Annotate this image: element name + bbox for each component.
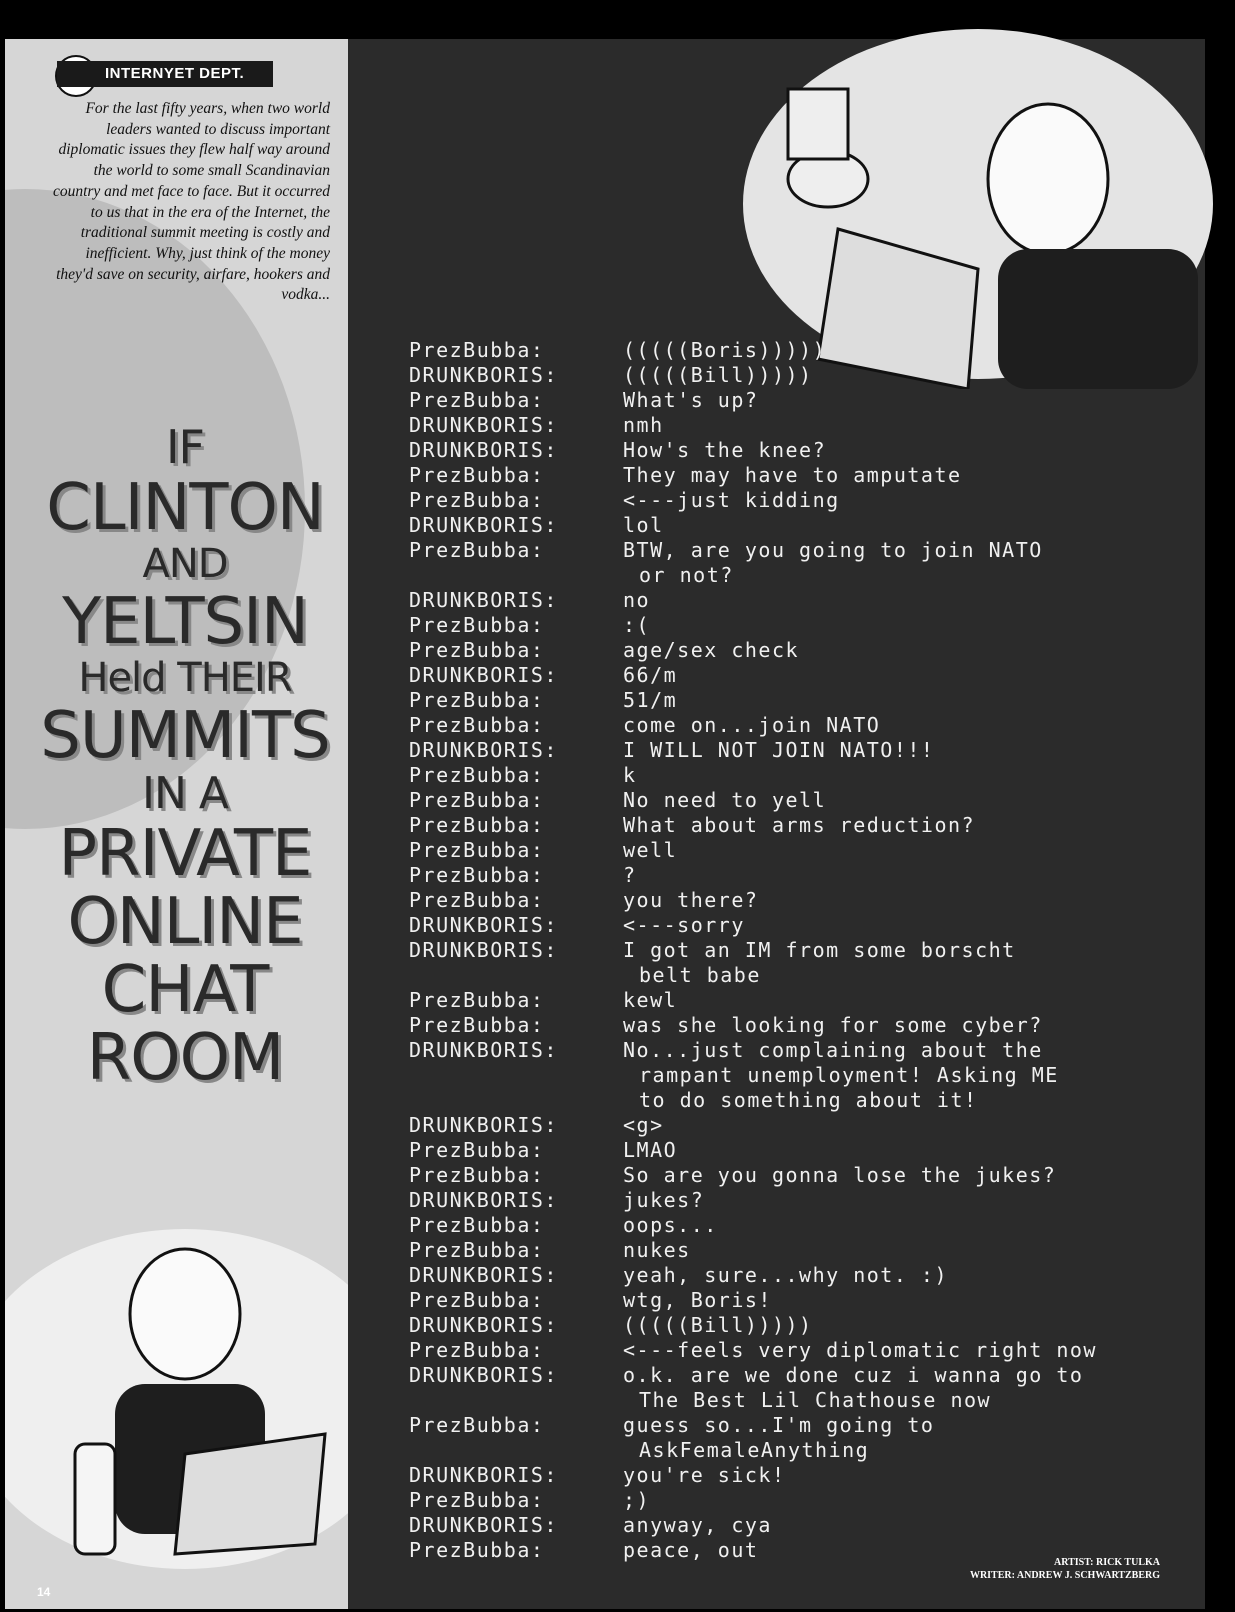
chat-username: PrezBubba: — [409, 388, 545, 412]
chat-username: DRUNKBORIS: — [409, 363, 558, 387]
chat-username: PrezBubba: — [409, 1138, 545, 1162]
chat-text: <g> — [623, 1113, 664, 1137]
chat-text: peace, out — [623, 1538, 759, 1562]
chat-message — [409, 638, 1097, 663]
chat-message — [409, 688, 1097, 713]
chat-username: DRUNKBORIS: — [409, 513, 558, 537]
chat-message — [409, 488, 1097, 513]
chat-username: DRUNKBORIS: — [409, 1313, 558, 1337]
chat-message — [409, 1513, 1097, 1538]
chat-username: PrezBubba: — [409, 613, 545, 637]
chat-text: (((((Bill))))) — [623, 363, 813, 387]
chat-username: PrezBubba: — [409, 1013, 545, 1037]
chat-username: PrezBubba: — [409, 688, 545, 712]
chat-log — [409, 338, 1097, 1563]
chat-text: They may have to amputate — [623, 463, 962, 487]
title-line: IN A — [142, 768, 228, 819]
chat-text: lol — [623, 513, 664, 537]
chat-message — [409, 838, 1097, 863]
chat-text-continuation: The Best Lil Chathouse now — [639, 1388, 992, 1412]
article-title — [25, 420, 345, 1095]
chat-message — [409, 938, 1097, 963]
chat-text: jukes? — [623, 1188, 705, 1212]
chat-text: :( — [623, 613, 651, 637]
title-line: AND — [142, 541, 228, 587]
chat-username: DRUNKBORIS: — [409, 1113, 558, 1137]
chat-text: oops... — [623, 1213, 718, 1237]
title-line: ONLINE — [67, 885, 303, 959]
chat-message — [409, 1338, 1097, 1363]
chat-text-continuation: or not? — [639, 563, 734, 587]
chat-message — [409, 1188, 1097, 1213]
chat-message — [409, 588, 1097, 613]
chat-message — [409, 813, 1097, 838]
chat-message — [409, 663, 1097, 688]
chat-message — [409, 1463, 1097, 1488]
chat-username: PrezBubba: — [409, 338, 545, 362]
chat-text: come on...join NATO — [623, 713, 881, 737]
chat-text: nmh — [623, 413, 664, 437]
chat-text: you're sick! — [623, 1463, 786, 1487]
chat-text: o.k. are we done cuz i wanna go to — [623, 1363, 1084, 1387]
clinton-illustration — [748, 39, 1208, 389]
chat-text: guess so...I'm going to — [623, 1413, 935, 1437]
chat-text: yeah, sure...why not. :) — [623, 1263, 948, 1287]
chat-message — [409, 1113, 1097, 1138]
chat-text: No need to yell — [623, 788, 827, 812]
writer-credit: WRITER: ANDREW J. SCHWARTZBERG — [969, 1570, 1160, 1581]
chat-text: 51/m — [623, 688, 678, 712]
chat-username: DRUNKBORIS: — [409, 1188, 558, 1212]
left-panel — [5, 39, 348, 1609]
chat-text: What's up? — [623, 388, 759, 412]
chat-text: k — [623, 763, 637, 787]
chat-username: PrezBubba: — [409, 838, 545, 862]
chat-username: DRUNKBORIS: — [409, 1363, 558, 1387]
chat-username: DRUNKBORIS: — [409, 1038, 558, 1062]
chat-message — [409, 788, 1097, 813]
chat-text: So are you gonna lose the jukes? — [623, 1163, 1057, 1187]
chat-message — [409, 613, 1097, 638]
chat-message — [409, 463, 1097, 488]
chat-text: ? — [623, 863, 637, 887]
chat-text: age/sex check — [623, 638, 800, 662]
chat-message — [409, 913, 1097, 938]
title-line: ROOM — [86, 1021, 284, 1095]
chat-text-continuation: rampant unemployment! Asking ME — [639, 1063, 1059, 1087]
intro-text: For the last fifty years, when two world leaders wanted to discuss important diplomatic issues they flew half way around the world to some small Scandinavian country and met face to face. But it occurred to us that in the era of the Internet, the traditional summit meeting is costly and inefficient. Why, just think of the money they'd save on security, airfare, hookers and vodka... — [52, 100, 330, 304]
chat-username: DRUNKBORIS: — [409, 1463, 558, 1487]
chat-text: I WILL NOT JOIN NATO!!! — [623, 738, 935, 762]
chat-username: PrezBubba: — [409, 763, 545, 787]
chat-message — [409, 863, 1097, 888]
chat-text: I got an IM from some borscht — [623, 938, 1016, 962]
chat-message — [409, 413, 1097, 438]
chat-username: PrezBubba: — [409, 488, 545, 512]
chat-message — [409, 888, 1097, 913]
chat-username: PrezBubba: — [409, 1413, 545, 1437]
chat-username: PrezBubba: — [409, 1288, 545, 1312]
chat-text: What about arms reduction? — [623, 813, 976, 837]
chat-message — [409, 763, 1097, 788]
title-line: CLINTON — [46, 471, 324, 545]
chat-username: DRUNKBORIS: — [409, 588, 558, 612]
chat-message — [409, 1413, 1097, 1438]
chat-username: PrezBubba: — [409, 1538, 545, 1562]
chat-text: <---feels very diplomatic right now — [623, 1338, 1097, 1362]
chat-username: PrezBubba: — [409, 813, 545, 837]
chat-text: anyway, cya — [623, 1513, 772, 1537]
chat-text: How's the knee? — [623, 438, 827, 462]
title-line: PRIVATE — [58, 817, 312, 891]
page-number: 14 — [37, 1585, 51, 1599]
chat-username: PrezBubba: — [409, 1338, 545, 1362]
chat-text: no — [623, 588, 651, 612]
chat-text: kewl — [623, 988, 678, 1012]
title-line: Held THEIR — [78, 655, 292, 701]
chat-text: <---sorry — [623, 913, 745, 937]
chat-username: PrezBubba: — [409, 1163, 545, 1187]
title-line: IF — [165, 420, 205, 474]
chat-username: PrezBubba: — [409, 463, 545, 487]
chat-text: <---just kidding — [623, 488, 840, 512]
chat-message — [409, 1238, 1097, 1263]
chat-username: DRUNKBORIS: — [409, 1513, 558, 1537]
chat-username: PrezBubba: — [409, 988, 545, 1012]
chat-message — [409, 1488, 1097, 1513]
chat-message — [409, 1263, 1097, 1288]
chat-message — [409, 1138, 1097, 1163]
chat-username: PrezBubba: — [409, 1488, 545, 1512]
chat-text: BTW, are you going to join NATO — [623, 538, 1043, 562]
yeltsin-illustration — [65, 1214, 348, 1574]
chat-username: PrezBubba: — [409, 888, 545, 912]
chat-username: PrezBubba: — [409, 1238, 545, 1262]
chat-text-continuation: AskFemaleAnything — [639, 1438, 870, 1462]
chat-username: PrezBubba: — [409, 538, 545, 562]
chat-username: DRUNKBORIS: — [409, 938, 558, 962]
chat-username: PrezBubba: — [409, 788, 545, 812]
chat-message — [409, 513, 1097, 538]
chat-username: DRUNKBORIS: — [409, 438, 558, 462]
title-line: CHAT — [101, 953, 269, 1027]
chat-message — [409, 538, 1097, 563]
chat-text: (((((Boris))))) — [623, 338, 827, 362]
chat-text: was she looking for some cyber? — [623, 1013, 1043, 1037]
chat-username: DRUNKBORIS: — [409, 1263, 558, 1287]
chat-text-continuation: to do something about it! — [639, 1088, 978, 1112]
chat-message — [409, 338, 1097, 363]
chat-message — [409, 1288, 1097, 1313]
credits — [970, 1556, 1160, 1582]
chat-username: DRUNKBORIS: — [409, 413, 558, 437]
chat-message — [409, 1313, 1097, 1338]
chat-text: (((((Bill))))) — [623, 1313, 813, 1337]
chat-username: DRUNKBORIS: — [409, 738, 558, 762]
chat-text: well — [623, 838, 678, 862]
chat-username: DRUNKBORIS: — [409, 663, 558, 687]
chat-text: 66/m — [623, 663, 678, 687]
chat-text: wtg, Boris! — [623, 1288, 772, 1312]
chat-message — [409, 738, 1097, 763]
title-line: SUMMITS — [40, 699, 330, 773]
chat-message — [409, 388, 1097, 413]
title-line: YELTSIN — [62, 585, 308, 659]
chat-text: LMAO — [623, 1138, 678, 1162]
chat-message — [409, 1038, 1097, 1063]
chat-username: PrezBubba: — [409, 713, 545, 737]
chat-message — [409, 438, 1097, 463]
chat-panel — [348, 39, 1205, 1609]
chat-message — [409, 1163, 1097, 1188]
chat-text: you there? — [623, 888, 759, 912]
chat-message — [409, 713, 1097, 738]
chat-text: nukes — [623, 1238, 691, 1262]
chat-text: ;) — [623, 1488, 651, 1512]
chat-username: PrezBubba: — [409, 863, 545, 887]
chat-message — [409, 1213, 1097, 1238]
chat-message — [409, 1363, 1097, 1388]
department-label: INTERNYET DEPT. — [57, 61, 273, 87]
chat-text: No...just complaining about the — [623, 1038, 1043, 1062]
chat-message — [409, 988, 1097, 1013]
chat-username: DRUNKBORIS: — [409, 913, 558, 937]
chat-message — [409, 1013, 1097, 1038]
chat-message — [409, 363, 1097, 388]
artist-credit: ARTIST: RICK TULKA — [1054, 1557, 1160, 1568]
chat-username: PrezBubba: — [409, 638, 545, 662]
chat-text-continuation: belt babe — [639, 963, 761, 987]
chat-username: PrezBubba: — [409, 1213, 545, 1237]
